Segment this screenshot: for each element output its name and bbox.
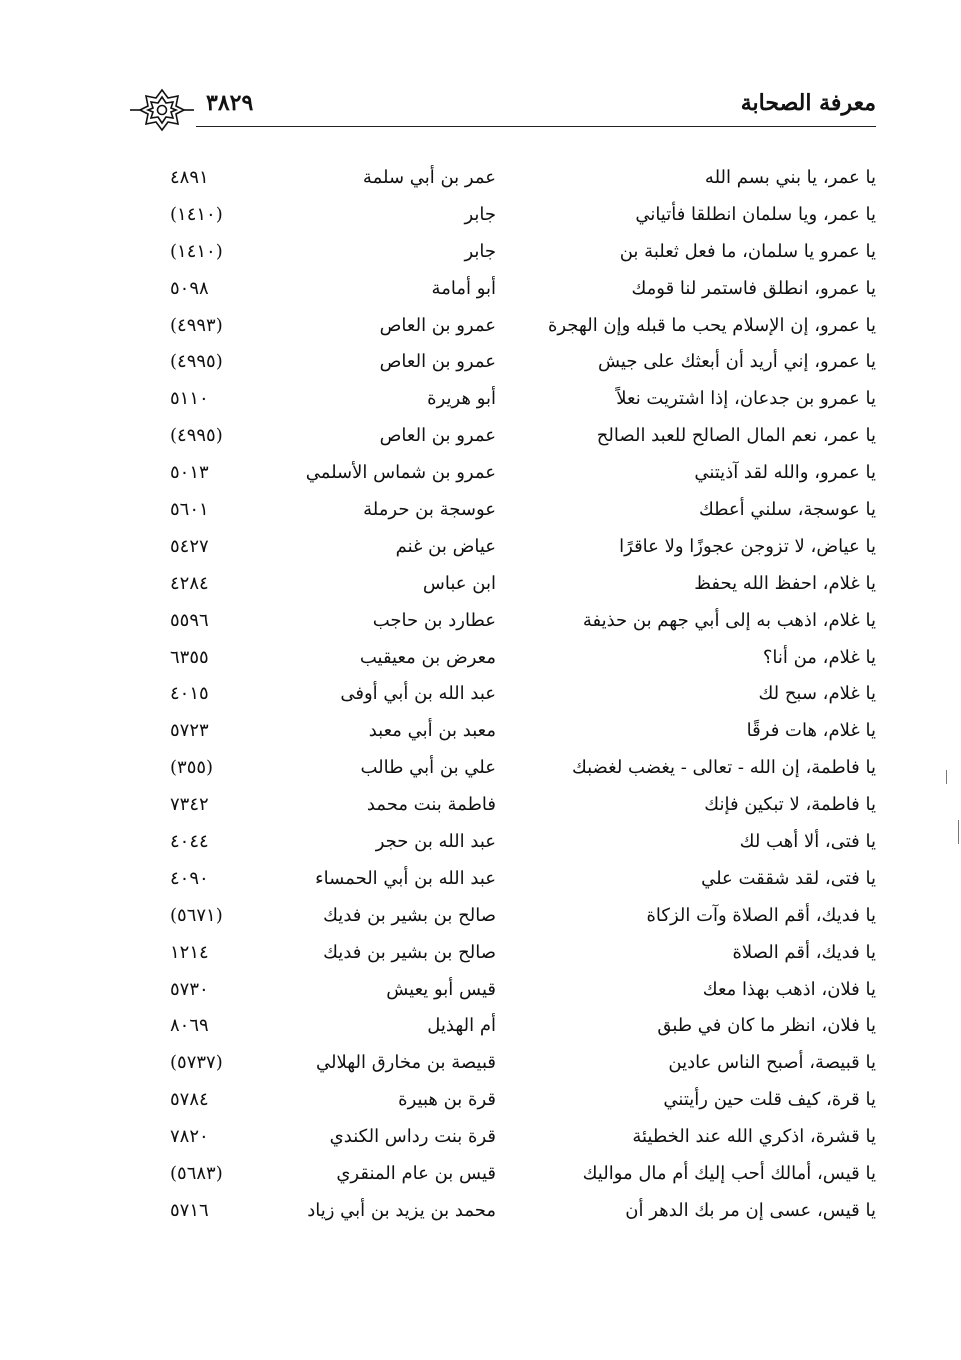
index-row [170, 898, 876, 935]
narrator-name: معبد بن أبي معبد [368, 720, 496, 742]
narrator-name: عمرو بن العاص [379, 425, 496, 447]
narrator-name: محمد بن يزيد بن أبي زياد [307, 1199, 496, 1221]
index-row [170, 750, 876, 787]
narrator-name: عطارد بن حاجب [372, 609, 496, 631]
hadith-number: ٥٧١٦ [170, 1199, 209, 1221]
index-row [170, 344, 876, 381]
hadith-text: يا عمرو، انطلق فاستمر لنا قومك [631, 277, 876, 299]
index-row [170, 308, 876, 345]
hadith-text: يا عوسجة، سلني أعطك [698, 499, 876, 521]
hadith-number: (٤٩٩٥) [170, 351, 223, 373]
narrator-name: معرض بن معيقيب [359, 646, 496, 668]
index-row [170, 234, 876, 271]
hadith-text: يا قبيصة، أصبح الناس عادين [668, 1052, 876, 1074]
hadith-text: يا عمرو يا سلمان، ما فعل ثعلبة بن [619, 240, 876, 262]
hadith-number: ٤٠٤٤ [170, 831, 209, 853]
narrator-name: صالح بن بشير بن فديك [323, 904, 496, 926]
index-row [170, 418, 876, 455]
narrator-name: جابر [464, 240, 496, 262]
index-row [170, 455, 876, 492]
index-row [170, 1119, 876, 1156]
narrator-name: أبو أمامة [431, 277, 496, 299]
hadith-number: ٤٨٩١ [170, 167, 209, 188]
narrator-name: عوسجة بن حرملة [363, 499, 496, 521]
index-row [170, 271, 876, 308]
narrator-name: قيس أبو يعيش [386, 978, 496, 1000]
hadith-text: يا عمرو بن جدعان، إذا اشتريت نعلاً [616, 388, 876, 410]
hadith-text: يا غلام، سبح لك [758, 683, 876, 705]
narrator-name: أبو هريرة [427, 388, 496, 410]
narrator-name: عمرو بن العاص [379, 351, 496, 373]
hadith-number: ٥٧٣٠ [170, 978, 209, 1000]
index-row [170, 713, 876, 750]
narrator-name: عمرو بن العاص [379, 314, 496, 336]
hadith-text: يا غلام، هات فرقًا [746, 720, 876, 742]
index-row [170, 1045, 876, 1082]
hadith-number: ٥١١٠ [170, 388, 209, 410]
narrator-name: قبيصة بن مخارق الهلالي [315, 1052, 496, 1074]
hadith-text: يا عمرو، إني أريد أن أبعثك على جيش [597, 351, 876, 373]
hadith-text: يا قيس، عسى إن مر بك الدهر أن [625, 1199, 876, 1221]
header-rule [196, 126, 876, 127]
page-header [128, 80, 876, 140]
hadith-text: يا فاطمة، إن الله - تعالى - يغضب لغضبك [571, 757, 876, 779]
hadith-text: يا عمر، نعم المال الصالح للعبد الصالح [596, 425, 876, 447]
hadith-text: يا فتى، ألا أهب لك [739, 831, 876, 853]
hadith-number: ٥٥٩٦ [170, 609, 209, 631]
index-row [170, 676, 876, 713]
index-row [170, 381, 876, 418]
hadith-text: يا قيس، أمالك أحب إليك أم مال مواليك [582, 1163, 876, 1185]
index-row [170, 197, 876, 234]
hadith-number: (٥٧٣٧) [170, 1052, 223, 1074]
hadith-text: يا غلام، اذهب به إلى أبي جهم بن حذيفة [582, 609, 876, 631]
hadith-text: يا فتى، لقد شققت علي [701, 867, 876, 889]
narrator-name: عبد الله بن أبي أوفى [340, 683, 496, 705]
index-row [170, 160, 876, 197]
narrator-name: قرة بنت رداس الكندي [329, 1126, 496, 1148]
hadith-text: يا فاطمة، لا تبكين فإنك [704, 794, 876, 816]
hadith-number: ٧٨٢٠ [170, 1126, 209, 1148]
hadith-text: يا فلان، اذهب بهذا معك [702, 978, 876, 1000]
octagonal-star-ornament-icon [128, 86, 196, 134]
page-number: ٣٨٢٩ [206, 90, 254, 116]
narrator-name: عبد الله بن حجر [375, 831, 496, 853]
index-row [170, 640, 876, 677]
margin-mark [958, 820, 959, 844]
hadith-number: ٥٦٠١ [170, 499, 209, 521]
index-row [170, 566, 876, 603]
index-row [170, 972, 876, 1009]
hadith-number: (٤٩٩٥) [170, 425, 223, 447]
index-row [170, 824, 876, 861]
hadith-number: ٥٧٢٣ [170, 720, 209, 742]
hadith-number: (٤٩٩٣) [170, 314, 223, 336]
hadith-text: يا قشرة، اذكري الله عند الخطيئة [632, 1126, 876, 1148]
hadith-number: (٥٦٨٣) [170, 1163, 223, 1185]
narrator-name: صالح بن بشير بن فديك [323, 941, 496, 963]
index-row [170, 861, 876, 898]
hadith-number: ٧٣٤٢ [170, 794, 209, 816]
hadith-text: يا عمرو، والله لقد آذيتني [694, 462, 876, 484]
narrator-name: علي بن أبي طالب [360, 757, 496, 779]
hadith-text: يا فديك، أقم الصلاة وآت الزكاة [646, 904, 876, 926]
hadith-text: يا عمرو، إن الإسلام يحب ما قبله وإن الهجرة [547, 314, 876, 336]
narrator-name: فاطمة بنت محمد [366, 794, 496, 816]
book-title: معرفة الصحابة [740, 90, 876, 116]
hadith-number: ٥٧٨٤ [170, 1089, 209, 1111]
hadith-index-table [170, 160, 876, 1230]
hadith-number: ٤٢٨٤ [170, 572, 209, 594]
narrator-name: عمر بن أبي سلمة [362, 167, 496, 188]
index-row [170, 1156, 876, 1193]
narrator-name: عبد الله بن أبي الحمساء [315, 867, 496, 889]
narrator-name: قرة بن هبيرة [398, 1089, 496, 1111]
narrator-name: جابر [464, 203, 496, 225]
hadith-number: ٥٤٢٧ [170, 535, 209, 557]
hadith-number: ٤٠١٥ [170, 683, 209, 705]
narrator-name: أم الهذيل [427, 1015, 496, 1037]
hadith-text: يا غلام، احفظ الله يحفظ [694, 572, 876, 594]
hadith-number: ٤٠٩٠ [170, 867, 209, 889]
index-row [170, 1193, 876, 1230]
narrator-name: ابن عباس [422, 572, 496, 594]
narrator-name: عمرو بن شماس الأسلمي [305, 462, 496, 484]
hadith-number: (١٤١٠) [170, 240, 223, 262]
hadith-number: (١٤١٠) [170, 203, 223, 225]
hadith-number: ٨٠٦٩ [170, 1015, 209, 1037]
margin-mark [946, 770, 947, 784]
hadith-text: يا عمر، يا بني بسم الله [704, 167, 876, 188]
hadith-text: يا عمر، ويا سلمان انطلقا فأتياني [635, 203, 876, 225]
index-row [170, 935, 876, 972]
hadith-number: ١٢١٤ [170, 941, 209, 963]
index-row [170, 603, 876, 640]
index-row [170, 492, 876, 529]
hadith-number: ٥٠٩٨ [170, 277, 209, 299]
narrator-name: عياض بن غنم [395, 535, 496, 557]
hadith-text: يا قرة، كيف قلت حين رأيتني [663, 1089, 876, 1111]
index-row [170, 529, 876, 566]
hadith-text: يا عياض، لا تزوجن عجوزًا ولا عاقرًا [619, 535, 876, 557]
index-row [170, 1082, 876, 1119]
hadith-number: ٥٠١٣ [170, 462, 209, 484]
hadith-number: ٦٣٥٥ [170, 646, 209, 668]
hadith-text: يا فلان، انظر ما كان في طبق [657, 1015, 876, 1037]
hadith-number: (٥٦٧١) [170, 904, 223, 926]
index-row [170, 1008, 876, 1045]
narrator-name: قيس بن عام المنقري [336, 1163, 496, 1185]
hadith-number: (٣٥٥) [170, 757, 214, 779]
hadith-text: يا غلام، من أنا؟ [762, 646, 876, 668]
index-row [170, 787, 876, 824]
hadith-text: يا فديك، أقم الصلاة [732, 941, 876, 963]
